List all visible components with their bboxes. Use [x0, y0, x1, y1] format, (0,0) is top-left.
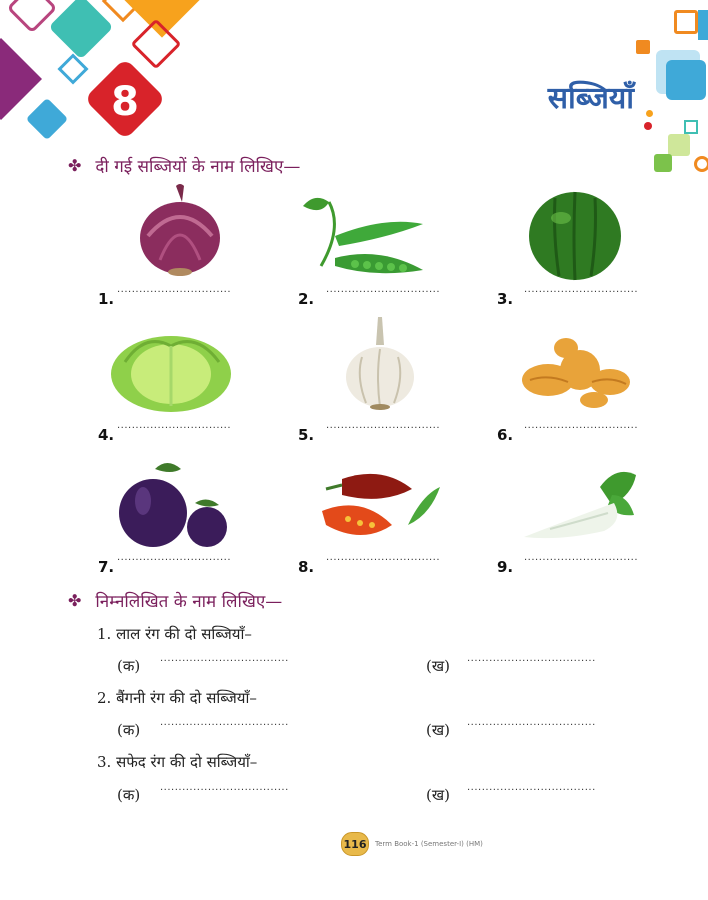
question-text: 1. लाल रंग की दो सब्जियाँ–	[97, 625, 252, 643]
option-label-ka: (क)	[117, 721, 141, 739]
flower-bullet-icon: ✤	[68, 156, 82, 175]
chilli-icon	[312, 465, 442, 550]
section-1-heading-text: दी गई सब्जियों के नाम लिखिए—	[95, 157, 301, 177]
brinjal-icon	[115, 455, 235, 550]
page-number: 116	[341, 832, 369, 856]
item-number: 1.	[98, 290, 115, 308]
answer-blank: ...............................	[117, 552, 232, 563]
chapter-number: 8	[111, 79, 139, 125]
answer-blank: ...............................	[326, 420, 441, 431]
answer-blank: ...................................	[467, 717, 596, 728]
capsicum-icon	[525, 184, 625, 284]
option-label-ka: (क)	[117, 786, 141, 804]
garlic-icon	[340, 315, 420, 415]
option-label-kha: (ख)	[426, 721, 450, 739]
book-name: Term Book-1 (Semester-I) (HM)	[375, 840, 483, 848]
answer-blank: ...............................	[326, 284, 441, 295]
answer-blank: ...................................	[160, 717, 289, 728]
item-number: 4.	[98, 426, 115, 444]
item-number: 3.	[497, 290, 514, 308]
answer-blank: ...............................	[326, 552, 441, 563]
item-number: 9.	[497, 558, 514, 576]
cabbage-icon	[105, 322, 240, 414]
section-2-heading-text: निम्नलिखित के नाम लिखिए—	[95, 592, 283, 612]
option-label-kha: (ख)	[426, 786, 450, 804]
answer-blank: ...................................	[467, 653, 596, 664]
answer-blank: ...............................	[117, 284, 232, 295]
item-number: 6.	[497, 426, 514, 444]
item-number: 2.	[298, 290, 315, 308]
page-footer	[341, 832, 483, 856]
answer-blank: ...............................	[524, 284, 639, 295]
flower-bullet-icon: ✤	[68, 591, 82, 610]
section-2-heading	[68, 589, 282, 612]
onion-icon	[130, 180, 230, 280]
answer-blank: ...............................	[524, 420, 639, 431]
option-label-ka: (क)	[117, 657, 141, 675]
item-number: 7.	[98, 558, 115, 576]
item-number: 8.	[298, 558, 315, 576]
answer-blank: ...................................	[160, 782, 289, 793]
ginger-icon	[518, 330, 633, 410]
radish-icon	[520, 465, 640, 545]
peas-icon	[295, 188, 430, 283]
option-label-kha: (ख)	[426, 657, 450, 675]
item-number: 5.	[298, 426, 315, 444]
answer-blank: ...............................	[117, 420, 232, 431]
chapter-title: सब्जियाँ	[547, 81, 634, 116]
answer-blank: ...................................	[160, 653, 289, 664]
section-1-heading	[68, 154, 300, 177]
answer-blank: ...............................	[524, 552, 639, 563]
question-text: 2. बैंगनी रंग की दो सब्जियाँ–	[97, 689, 257, 707]
question-text: 3. सफेद रंग की दो सब्जियाँ–	[97, 753, 258, 771]
answer-blank: ...................................	[467, 782, 596, 793]
